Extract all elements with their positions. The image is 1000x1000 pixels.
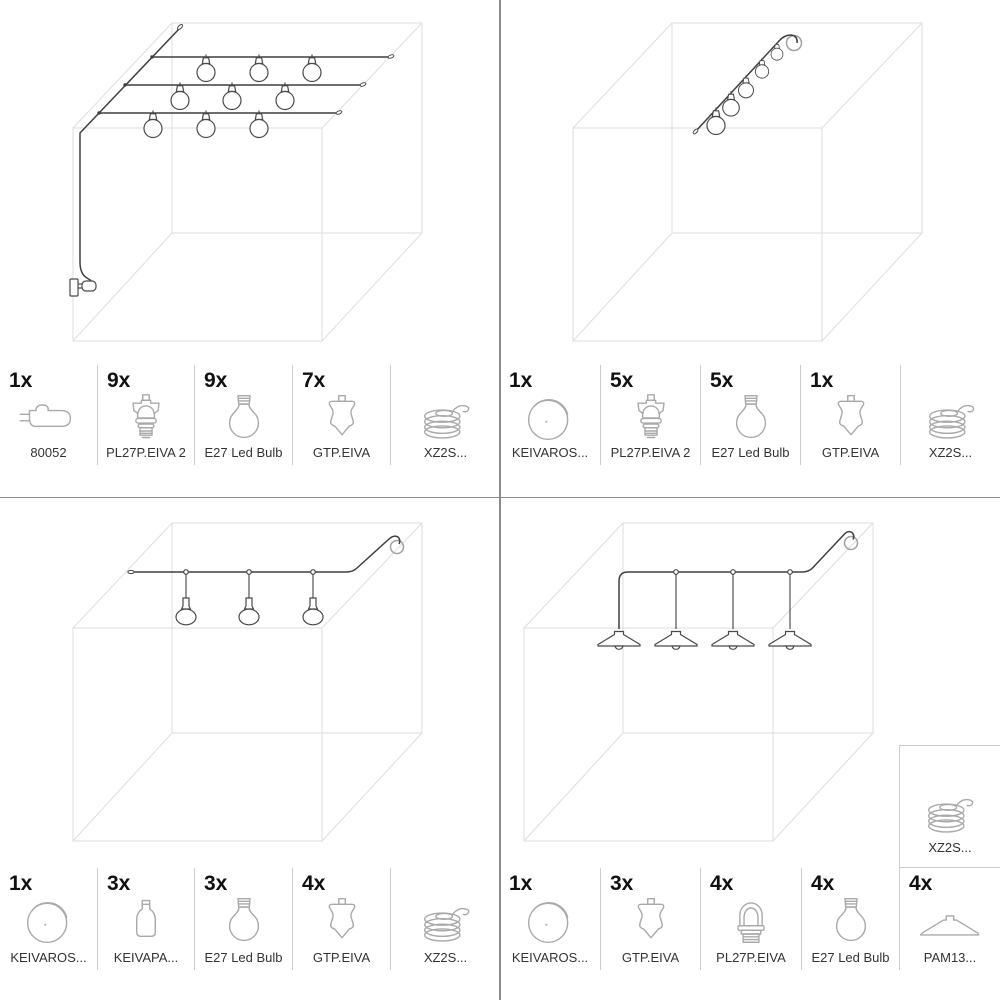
lampshade-icon	[916, 895, 984, 947]
ceiling-rose-hook	[391, 541, 404, 554]
part-cell[interactable]	[0, 365, 97, 465]
part-label: E27 Led Bulb	[204, 445, 283, 460]
part-label: E27 Led Bulb	[711, 445, 790, 460]
cable-grip-icon	[308, 895, 376, 947]
part-label: 80052	[30, 445, 67, 460]
plug-icon	[15, 392, 83, 444]
part-quantity: 3x	[107, 872, 131, 895]
part-cell-extra[interactable]	[899, 745, 1000, 868]
ceiling-rose-hook	[845, 537, 858, 550]
part-cell[interactable]	[899, 868, 1000, 970]
supply-cable	[80, 24, 183, 286]
part-label: XZ2S...	[928, 840, 972, 855]
part-label: KEIVAROS...	[511, 445, 589, 460]
room-diagram-festoon-diagonal	[500, 0, 1000, 365]
part-cell[interactable]	[97, 365, 194, 465]
horizontal-divider	[0, 497, 1000, 499]
bulb-icon	[717, 392, 785, 444]
room-cube	[73, 23, 422, 341]
lamp-holder-icon	[617, 392, 685, 444]
part-label: PL27P.EIVA 2	[106, 445, 186, 460]
part-label: GTP.EIVA	[312, 950, 371, 965]
parts-list-top-left	[0, 365, 500, 465]
bulb-icon	[817, 895, 885, 947]
part-quantity: 4x	[909, 872, 933, 895]
part-cell[interactable]	[390, 365, 500, 465]
part-label: KEIVAPA...	[113, 950, 179, 965]
parts-list-bottom-right	[500, 868, 1000, 970]
part-cell[interactable]	[700, 868, 801, 970]
part-cell[interactable]	[500, 868, 600, 970]
part-cell[interactable]	[700, 365, 800, 465]
part-cell[interactable]	[600, 868, 700, 970]
cable-coil-icon	[916, 786, 984, 838]
ceiling-rose-icon	[516, 895, 584, 947]
vertical-divider	[499, 0, 501, 1000]
part-cell[interactable]	[292, 868, 390, 970]
part-label: E27 Led Bulb	[204, 950, 283, 965]
part-quantity: 3x	[204, 872, 228, 895]
room-diagram-pendants-3	[0, 500, 500, 868]
part-cell[interactable]	[194, 868, 292, 970]
parts-list-top-right	[500, 365, 1000, 465]
pendant-cable	[128, 536, 400, 573]
part-label: XZ2S...	[423, 445, 468, 460]
bulb-icon	[210, 392, 278, 444]
ceiling-rose-icon	[516, 392, 584, 444]
part-quantity: 1x	[810, 369, 834, 392]
cable-grip-icon	[308, 392, 376, 444]
part-label: KEIVAROS...	[10, 950, 87, 965]
part-quantity: 4x	[302, 872, 326, 895]
part-label: GTP.EIVA	[312, 445, 371, 460]
part-quantity: 1x	[509, 872, 533, 895]
cable-grip-icon	[617, 895, 685, 947]
part-cell[interactable]	[900, 365, 1000, 465]
part-label: GTP.EIVA	[621, 950, 680, 965]
bottle-holder-icon	[112, 895, 180, 947]
room-diagram-festoon-grid	[0, 0, 500, 365]
lamp-holder-icon	[717, 895, 785, 947]
part-cell[interactable]	[600, 365, 700, 465]
part-quantity: 3x	[610, 872, 634, 895]
festoon-bulbs	[144, 55, 321, 138]
part-cell[interactable]	[390, 868, 500, 970]
part-cell[interactable]	[800, 365, 900, 465]
lamp-holder-icon	[112, 392, 180, 444]
part-quantity: 1x	[9, 872, 33, 895]
part-label: XZ2S...	[928, 445, 973, 460]
part-cell[interactable]	[801, 868, 899, 970]
parts-list-bottom-left	[0, 868, 500, 970]
part-label: XZ2S...	[423, 950, 468, 965]
festoon-bulbs	[707, 42, 783, 134]
part-label: PL27P.EIVA 2	[610, 445, 691, 460]
drop-junctions	[674, 570, 793, 629]
part-quantity: 7x	[302, 369, 326, 392]
ceiling-rose-hook	[787, 36, 802, 51]
cable-coil-icon	[412, 895, 480, 947]
part-cell[interactable]	[194, 365, 292, 465]
part-quantity: 9x	[204, 369, 228, 392]
part-label: E27 Led Bulb	[811, 950, 890, 965]
room-cube	[573, 23, 922, 341]
part-quantity: 4x	[811, 872, 835, 895]
part-quantity: 5x	[610, 369, 634, 392]
shade-pendants	[598, 632, 811, 650]
part-quantity: 9x	[107, 369, 131, 392]
part-label: PAM13...	[923, 950, 977, 965]
part-cell[interactable]	[0, 868, 97, 970]
part-label: GTP.EIVA	[821, 445, 880, 460]
part-cell[interactable]	[292, 365, 390, 465]
cable-coil-icon	[917, 392, 985, 444]
part-label: KEIVAROS...	[511, 950, 589, 965]
part-quantity: 1x	[9, 369, 33, 392]
cable-grip-icon	[817, 392, 885, 444]
wall-plug	[70, 279, 96, 296]
part-label: PL27P.EIVA	[716, 950, 786, 965]
drop-pendant-bulbs	[176, 570, 323, 625]
part-quantity: 4x	[710, 872, 734, 895]
part-cell[interactable]	[97, 868, 194, 970]
cable-coil-icon	[412, 392, 480, 444]
string-light-rows	[97, 54, 394, 115]
bulb-icon	[210, 895, 278, 947]
part-quantity: 5x	[710, 369, 734, 392]
ceiling-rose-icon	[15, 895, 83, 947]
part-cell[interactable]	[500, 365, 600, 465]
part-quantity: 1x	[509, 369, 533, 392]
room-cube	[524, 523, 873, 841]
